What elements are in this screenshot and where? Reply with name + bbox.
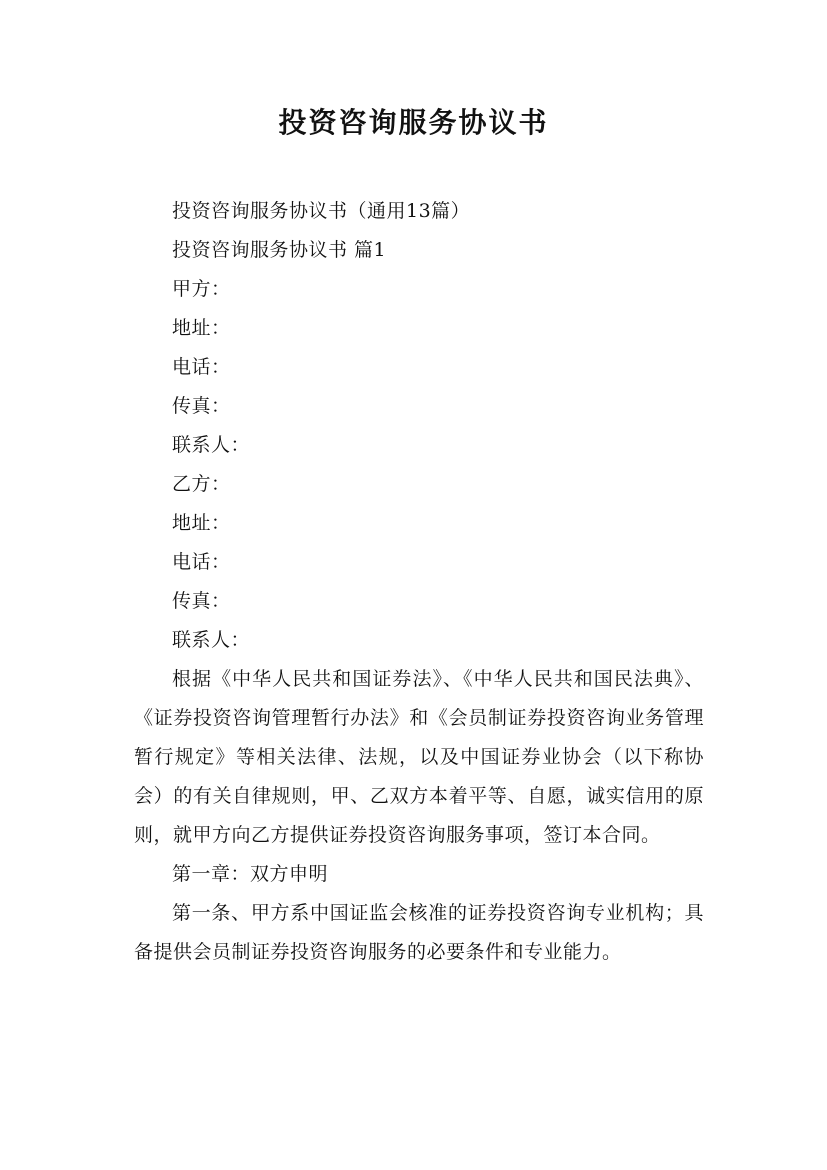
article-paragraph: 第一条、甲方系中国证监会核准的证券投资咨询专业机构；具备提供会员制证券投资咨询服务的必要条件和专业能力。 [134,902,704,963]
document-subtitle: 投资咨询服务协议书（通用13篇） [172,200,471,222]
section-heading: 投资咨询服务协议书 篇1 [172,239,387,261]
intro-paragraph: 根据《中华人民共和国证券法》、《中华人民共和国民法典》、《证券投资咨询管理暂行办法》和《会员制证券投资咨询业务管理暂行规定》等相关法律、法规，以及中国证券业协会（以下称协会）的有关自律规则，甲、乙双方本着平等、自愿，诚实信用的原则，就甲方向乙方提供证券投资咨询服务事项，签订本合同。 [134,668,704,846]
party-b-fax: 传真： [172,590,231,612]
document-title: 投资咨询服务协议书 [278,106,549,139]
party-a-phone: 电话： [172,356,231,378]
party-a-address: 地址： [172,317,231,339]
party-b-address: 地址： [172,512,231,534]
party-b-label: 乙方： [172,473,231,495]
chapter-heading: 第一章：双方申明 [172,863,329,885]
party-a-label: 甲方： [172,278,231,300]
document-body [134,192,704,972]
party-b-contact: 联系人： [172,629,251,651]
party-a-fax: 传真： [172,395,231,417]
party-b-phone: 电话： [172,551,231,573]
party-a-contact: 联系人： [172,434,251,456]
